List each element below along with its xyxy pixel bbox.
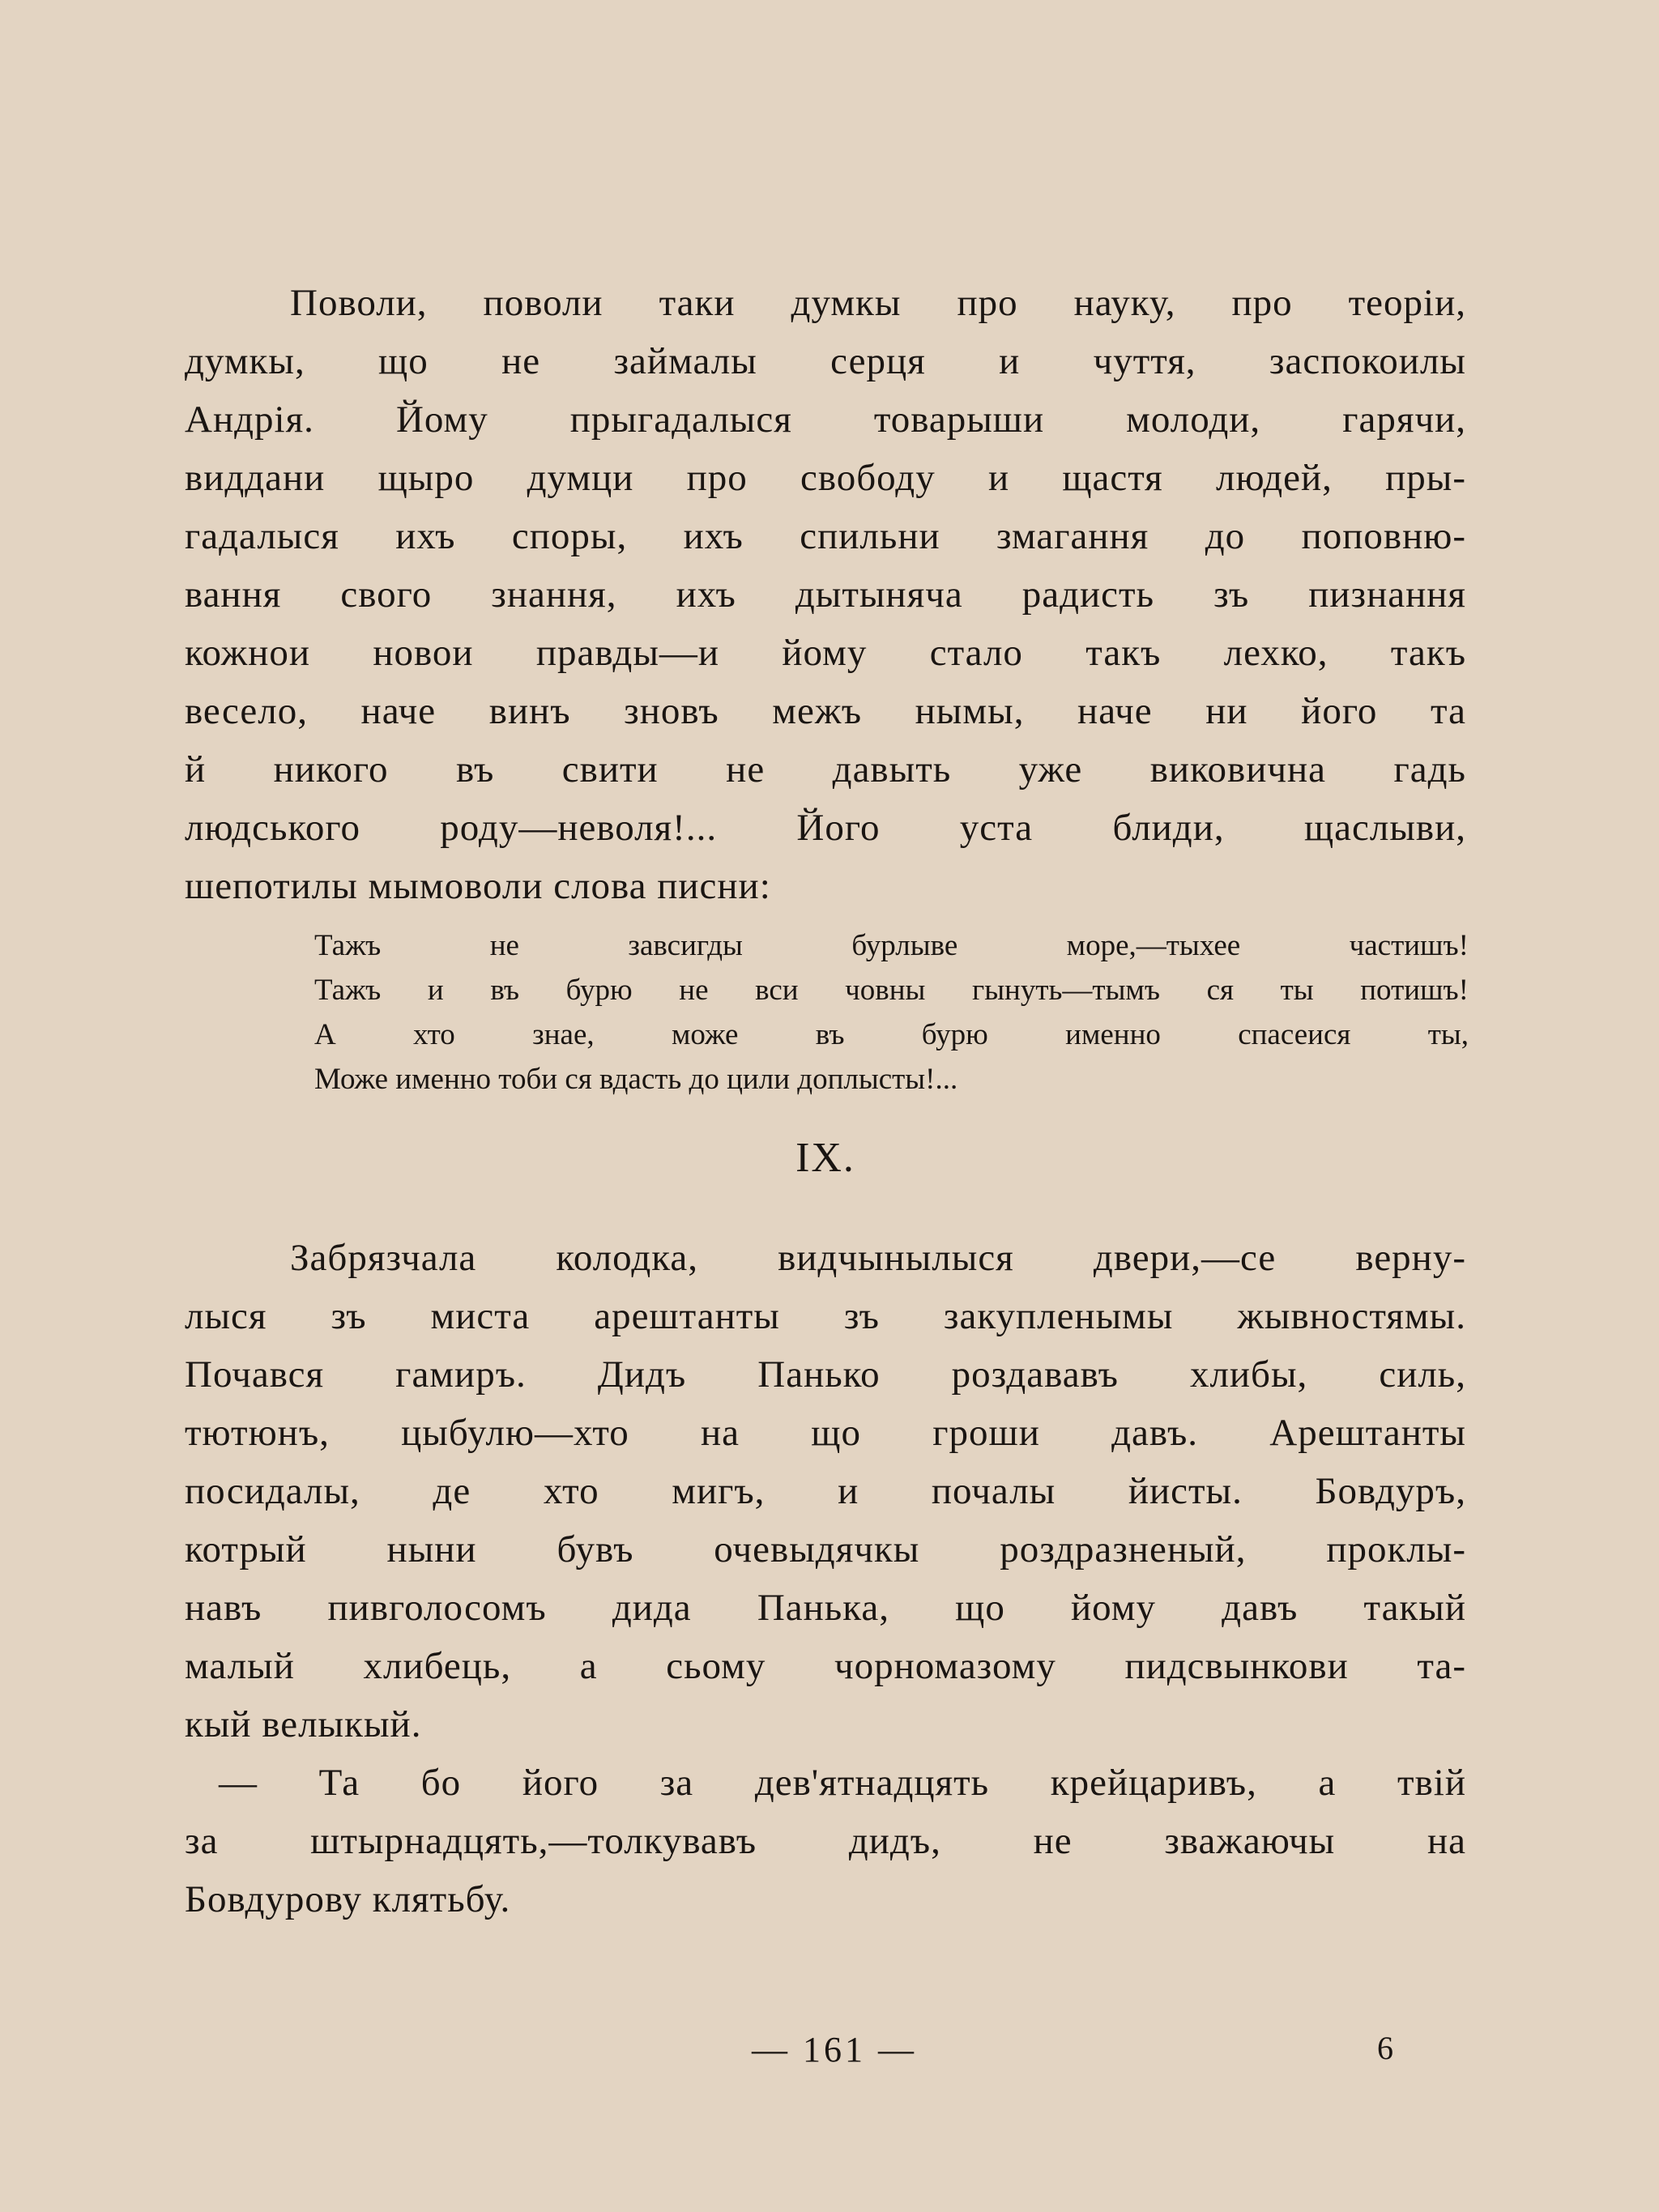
paragraph-3 (185, 1754, 1466, 1929)
text-line: за штырнадцять,—толкувавъ дидъ, не зважаючы на (185, 1820, 1466, 1862)
text-line: думкы, що не займалы серця и чуття, заспокоилы (185, 340, 1466, 382)
text-line: вання свого знання, ихъ дытыняча радисть зъ пизнання (185, 573, 1466, 616)
text-line: Поволи, поволи таки думкы про науку, про теоріи, (290, 282, 1466, 324)
text-line: посидалы, де хто мигъ, и почалы йисты. Бовдуръ, (185, 1470, 1466, 1512)
signature-mark: 6 (1377, 2030, 1393, 2066)
text-line: навъ пивголосомъ дида Панька, що йому давъ такый (185, 1587, 1466, 1629)
page-number: — 161 — (752, 2030, 917, 2069)
text-line: тютюнъ, цыбулю—хто на що гроши давъ. Арештанты (185, 1412, 1466, 1454)
verse-line: Тажъ и въ бурю не вси човны гынуть—тымъ ся ты потишъ! (314, 974, 1469, 1007)
text-line: Забрязчала колодка, видчынылыся двери,—се верну- (290, 1237, 1466, 1279)
section-heading: IX. (795, 1135, 855, 1181)
text-line: Почався гамиръ. Дидъ Панько роздававъ хлибы, силь, (185, 1353, 1466, 1396)
text-line: — Та бо його за дев'ятнадцять крейцаривъ, а твій (219, 1762, 1466, 1804)
text-line: шепотилы мымоволи слова писни: (185, 865, 771, 907)
verse-line: Тажъ не завсигды бурлыве море,—тыхее частишъ! (314, 929, 1469, 962)
text-line: лыся зъ миста арештанты зъ закупленымы жывностямы. (185, 1295, 1466, 1337)
text-line: малый хлибець, а сьому чорномазому пидсвынкови та- (185, 1645, 1466, 1687)
text-line: кожнои новои правды—и йому стало такъ лехко, такъ (185, 632, 1466, 674)
paragraph-1 (185, 274, 1466, 915)
paragraph-2 (185, 1229, 1466, 1754)
page-body (185, 274, 1469, 1929)
text-line: Андрія. Йому прыгадалыся товарыши молоди, гарячи, (185, 399, 1466, 441)
text-line: кый велыкый. (185, 1703, 422, 1745)
text-line: котрый ныни бувъ очевыдячкы роздразненый, проклы- (185, 1528, 1466, 1571)
text-line: Бовдурову клятьбу. (185, 1878, 511, 1920)
text-line: виддани щыро думци про свободу и щастя людей, пры- (185, 457, 1466, 499)
page-footer (0, 2029, 1659, 2078)
verse-line: А хто знае, може въ бурю именно спасеися ты, (314, 1018, 1469, 1051)
poem-verse (314, 923, 1469, 1102)
text-line: весело, наче винъ зновъ межъ нымы, наче ни його та (185, 690, 1466, 732)
verse-line: Може именно тоби ся вдасть до цили доплысты!... (314, 1063, 958, 1096)
text-line: гадалыся ихъ споры, ихъ спильни змагання до поповню- (185, 515, 1466, 557)
text-line: й никого въ свити не давыть уже виковична гадь (185, 748, 1466, 791)
text-line: людського роду—неволя!... Його уста блиди, щаслыви, (185, 807, 1466, 849)
